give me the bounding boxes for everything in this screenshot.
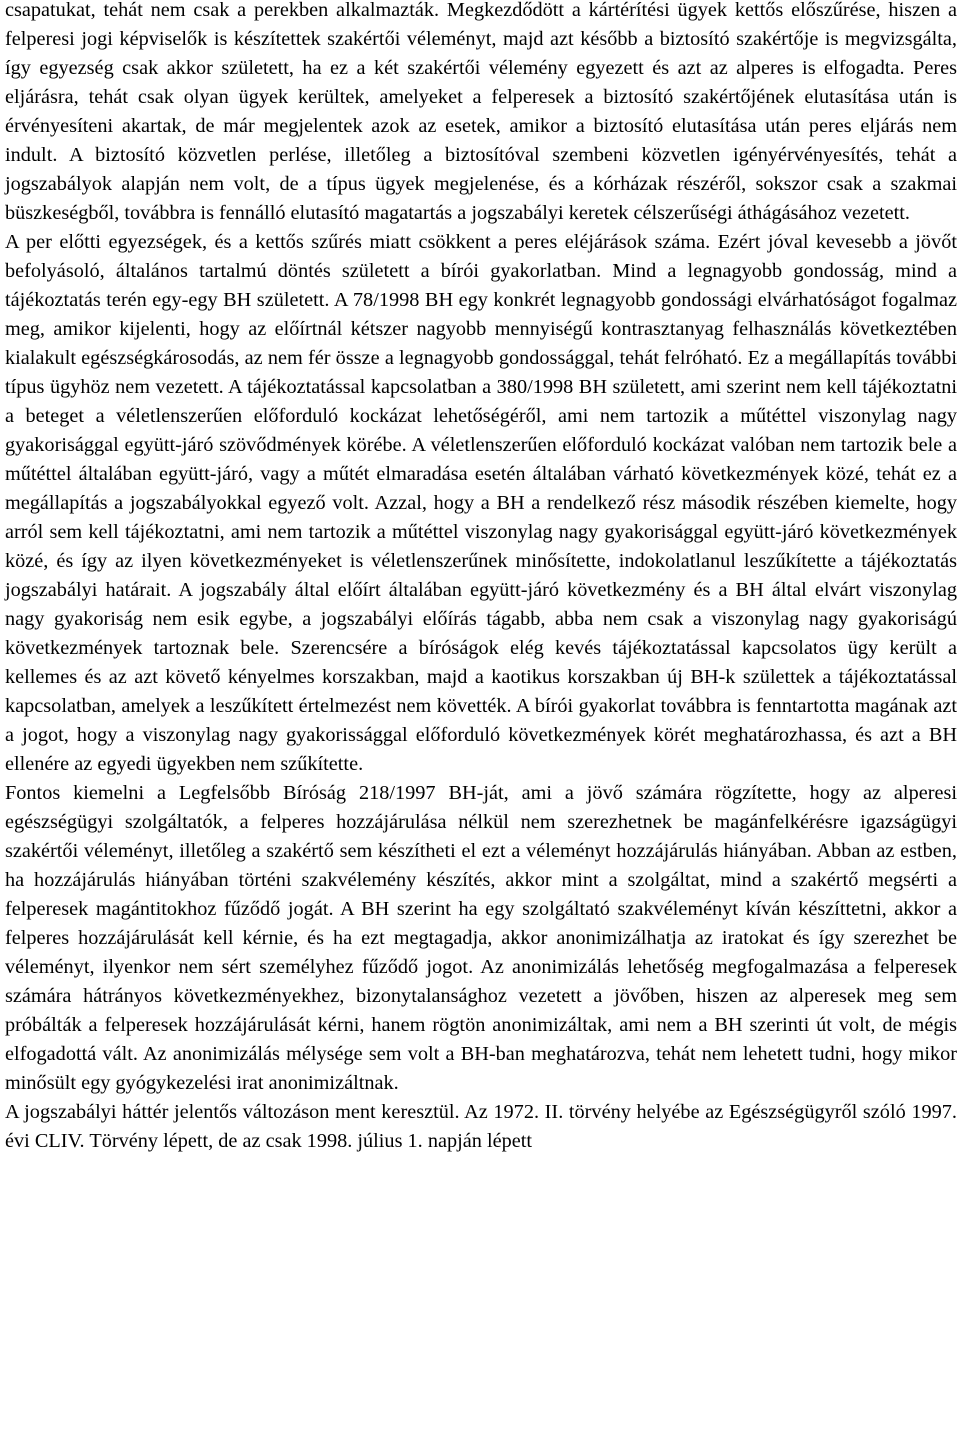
sentence: A per előtti egyezségek, és a kettős szűrés miatt csökkent a peres eléjárások száma.: [5, 231, 711, 253]
sentence: Szerencsére a bíróságok elég kevés tájékoztatással kapcsolatos ügy került a kellemes és az azt követő kényelmes korszakban, majd a kaotikus korszakban új BH-k születtek a tájékoztatással kapcsolatban, amelyek a leszűkített értelmezést nem követték.: [5, 637, 957, 717]
sentence: Fontos kiemelni a Legfelsőbb Bíróság 218/1997 BH-ját, ami a jövő számára rögzítette, hogy az alperesi egészségügyi szolgáltatók, a felperes hozzájárulása nélkül nem szerezhetnek be magánfelkérésre igazságügyi szakértői véleményt, illetőleg a szakértő sem készítheti el ezt a véleményt hozzájárulás hiányában.: [5, 782, 957, 862]
sentence: Az anonimizálás mélysége sem volt a BH-ban meghatározva, tehát nem lehetett tudni, hogy mikor minősült egy gyógykezelési irat anonimizáltnak.: [5, 1043, 957, 1094]
sentence: A jogszabályi háttér jelentős változáson ment keresztül.: [5, 1101, 460, 1123]
paragraph-1: [5, 0, 957, 228]
sentence: Az anonimizálás lehetőség megfogalmazása a felperesek számára hátrányos következményekhez, bizonytalansághoz vezetett a jövőben, hiszen az alperesek meg sem próbálták a felperesek hozzájárulását kérni, hanem rögtön anonimizáltak, ami nem a BH szerinti út volt, de mégis elfogadottá vált.: [5, 956, 957, 1065]
paragraph-2: [5, 228, 957, 779]
sentence: Ez a megállapítás további típus ügyhöz nem vezetett.: [5, 347, 957, 398]
sentence: A BH szerint ha egy szolgáltató szakvéleményt kíván készíttetni, akkor a felperes hozzájárulását kell kérnie, és ha ezt megtagadja, akkor anonimizálhatja az iratokat és így szerezhet be véleményt, ilyenkor nem sért személyhez fűződő jogot.: [5, 898, 957, 978]
sentence: Peres eljárásra, tehát csak olyan ügyek kerültek, amelyeket a felperesek a biztosító szakértőjének elutasítása után is érvényesíteni akartak, de már megjelentek azok az esetek, amikor a biztosító elutasítása után peres eljárás nem indult.: [5, 57, 957, 166]
sentence: Megkezdődött a kártérítési ügyek kettős előszűrése, hiszen a felperesi jogi képviselők is készítettek szakértői véleményt, majd azt később a biztosító szakértője is megvizsgálta, így egyezség csak akkor született, ha ez a két szakértői vélemény egyezett és azt az alperes is elfogadta.: [5, 0, 957, 79]
sentence: A 78/1998 BH egy konkrét legnagyobb gondossági elvárhatóságot fogalmaz meg, amikor kijelenti, hogy az előírtnál kétszer nagyobb mennyiségű kontrasztanyag felhasználás következtében kialakult egészségkárosodás, az nem fér össze a legnagyobb gondossággal, tehát felróható.: [5, 289, 958, 369]
paragraph-4: [5, 1098, 957, 1156]
sentence: Az 1972. II. törvény helyébe az Egészségügyről szóló 1997. évi CLIV. Törvény lépett, de az csak 1998. július 1. napján lépett: [5, 1101, 958, 1152]
sentence: A véletlenszerűen előforduló kockázat valóban nem tartozik bele a műtéttel általában együtt-járó, vagy a műtét elmaradása esetén általában várható következmények közé, tehát ez a megállapítás a jogszabályokkal egyező volt.: [5, 434, 958, 514]
sentence: A jogszabály által előírt általában együtt-járó következmény és a BH által elvárt viszonylag nagy gyakoriság nem esik egybe, a jogszabályi előírás tágabb, abba nem csak a viszonylag nagy gyakoriságú következmények tartoznak bele.: [5, 579, 957, 659]
sentence: Azzal, hogy a BH a rendelkező rész második részében kiemelte, hogy arról sem kell tájékoztatni, ami nem tartozik a műtéttel viszonylag nagy gyakorisággal együtt-járó következmények közé, és így az ilyen következményeket is véletlenszerűnek minősítette, indokolatlanul leszűkítette a tájékoztatás jogszabályi határait.: [5, 492, 958, 601]
sentence: Mind a legnagyobb gondosság, mind a tájékoztatás terén egy-egy BH született.: [5, 260, 958, 311]
sentence: A tájékoztatással kapcsolatban a 380/1998 BH született, ami szerint nem kell tájékoztatni a beteget a véletlenszerűen előforduló kockázat lehetőségéről, ami nem tartozik a műtéttel viszonylag nagy gyakorisággal együtt-járó szövődmények körébe.: [5, 376, 957, 456]
sentence: csapatukat, tehát nem csak a perekben alkalmazták.: [5, 0, 440, 21]
sentence: Abban az estben, ha hozzájárulás hiányában történi szakvélemény készítés, akkor mint a szolgáltat, mind a szakértő megsérti a felperesek magántitokhoz fűződő jogát.: [5, 840, 958, 920]
sentence: Ezért jóval kevesebb a jövőt befolyásoló, általános tartalmú döntés született a bírói gyakorlatban.: [5, 231, 957, 282]
paragraph-3: [5, 779, 957, 1098]
sentence: A biztosító közvetlen perlése, illetőleg a biztosítóval szembeni közvetlen igényérvényesítés, tehát a jogszabályok alapján nem volt, de a típus ügyek megjelenése, és a kórházak részéről, sokszor csak a szakmai büszkeségből, továbbra is fennálló elutasító magatartás a jogszabályi keretek célszerűségi áthágásához vezetett.: [5, 144, 958, 224]
sentence: A bírói gyakorlat továbbra is fenntartotta magának azt a jogot, hogy a viszonylag nagy gyakorissággal előforduló következmények körét meghatározhassa, és azt a BH ellenére az egyedi ügyekben nem szűkítette.: [5, 695, 958, 775]
